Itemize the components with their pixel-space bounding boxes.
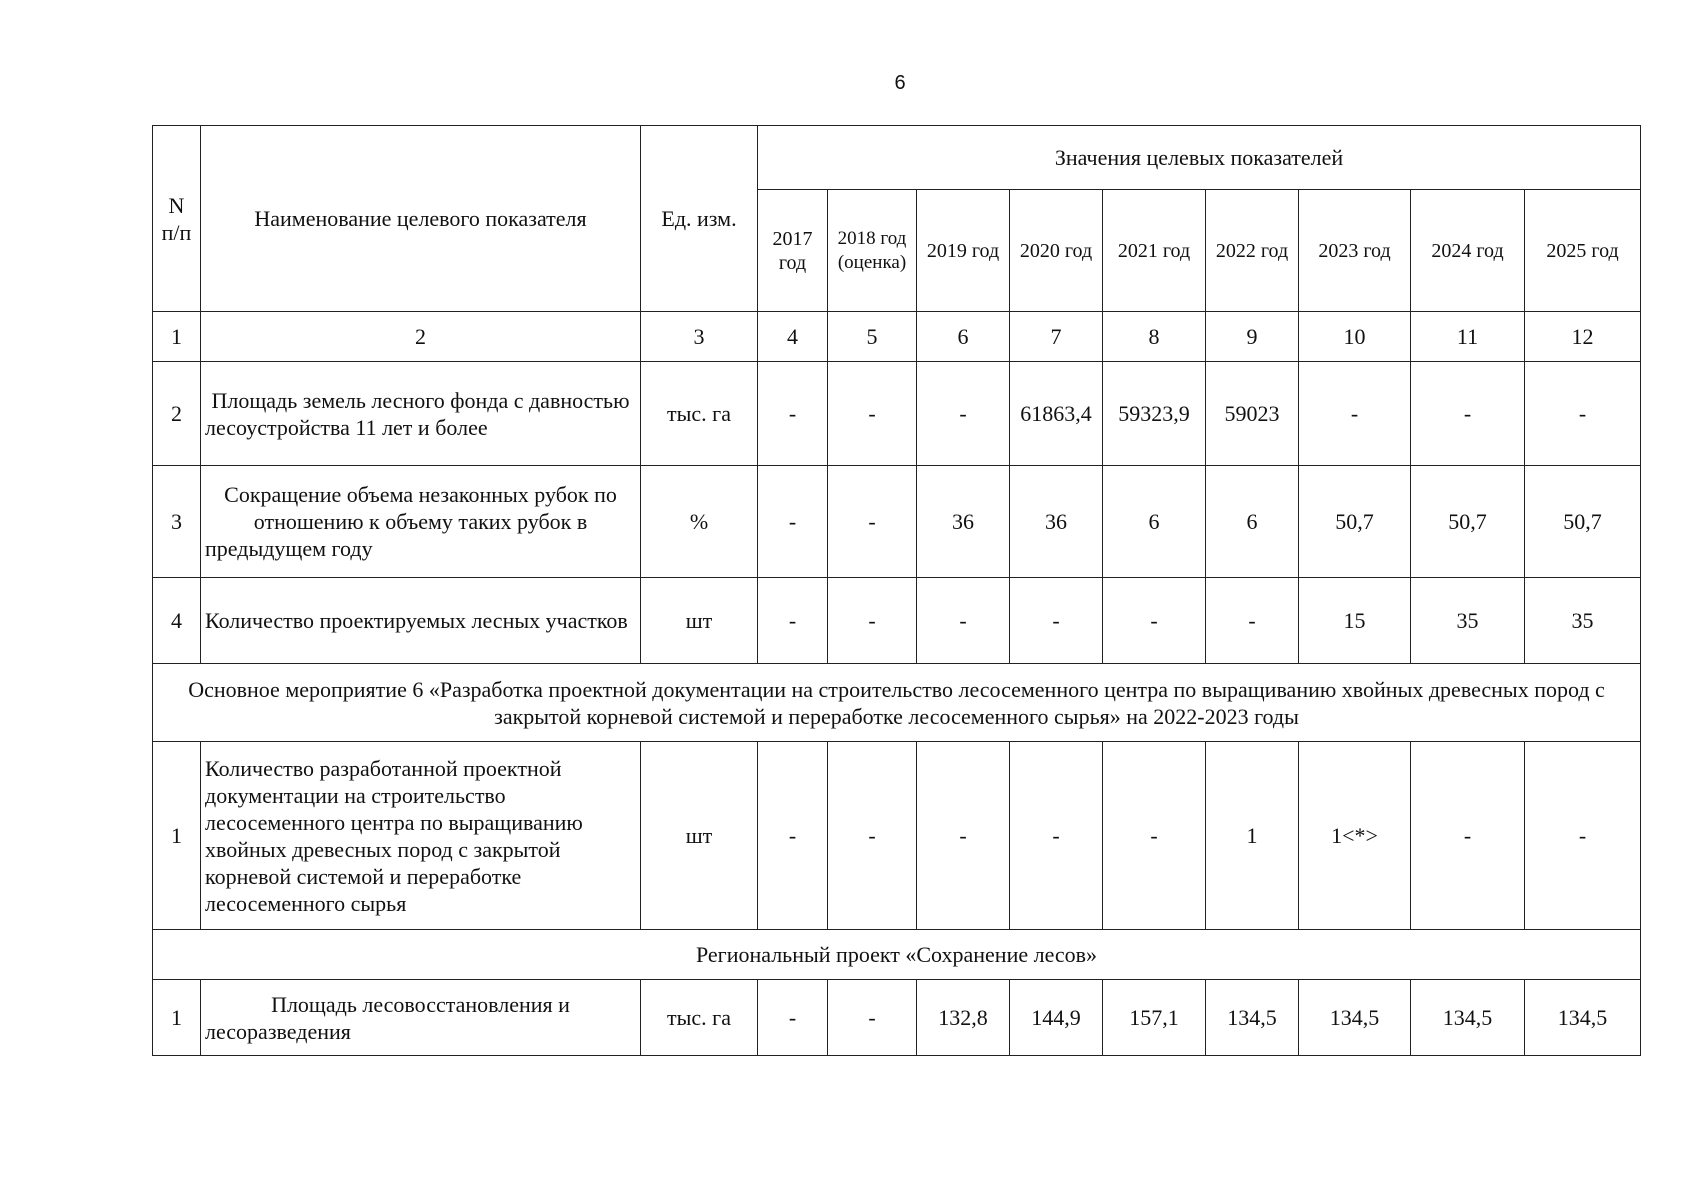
table-row bbox=[153, 362, 1641, 466]
section-title-main-activity-6: Основное мероприятие 6 «Разработка проектной документации на строительство лесосеменного центра по выращиванию хвойных древесных пород с закрытой корневой системой и переработке лесосеменного сырья» на 2022-2023 годы bbox=[153, 664, 1641, 742]
page-number: 6 bbox=[894, 72, 906, 94]
target-indicators-table bbox=[152, 125, 1641, 1056]
column-number: 9 bbox=[1206, 312, 1299, 362]
value-cell: - bbox=[917, 742, 1010, 930]
value-cell: - bbox=[758, 466, 828, 578]
value-cell: 35 bbox=[1411, 578, 1525, 664]
row-number: 2 bbox=[153, 362, 201, 466]
column-number: 2 bbox=[201, 312, 641, 362]
value-cell: - bbox=[1525, 742, 1641, 930]
table-row bbox=[153, 742, 1641, 930]
value-cell: 35 bbox=[1525, 578, 1641, 664]
value-cell: - bbox=[758, 980, 828, 1056]
column-number: 12 bbox=[1525, 312, 1641, 362]
table-row bbox=[153, 466, 1641, 578]
value-cell: - bbox=[917, 362, 1010, 466]
value-cell: - bbox=[828, 578, 917, 664]
value-cell: - bbox=[1299, 362, 1411, 466]
indicator-name: Количество разработанной проектной документации на строительство лесосеменного центра по выращиванию хвойных древесных пород с закрытой корневой системой и переработке лесосеменного сырья bbox=[201, 742, 641, 930]
column-number: 6 bbox=[917, 312, 1010, 362]
indicator-name: Сокращение объема незаконных рубок по отношению к объему таких рубок в предыдущем году bbox=[201, 466, 641, 578]
value-cell: - bbox=[1010, 742, 1103, 930]
value-cell: - bbox=[828, 362, 917, 466]
row-number: 3 bbox=[153, 466, 201, 578]
table-row bbox=[153, 980, 1641, 1056]
header-col-name: Наименование целевого показателя bbox=[201, 126, 641, 312]
value-cell: 6 bbox=[1206, 466, 1299, 578]
header-year: 2020 год bbox=[1010, 190, 1103, 312]
indicator-name: Количество проектируемых лесных участков bbox=[201, 578, 641, 664]
value-cell: - bbox=[1010, 578, 1103, 664]
value-cell: 1 bbox=[1206, 742, 1299, 930]
column-number: 1 bbox=[153, 312, 201, 362]
value-cell: - bbox=[1411, 742, 1525, 930]
column-number: 8 bbox=[1103, 312, 1206, 362]
row-number: 1 bbox=[153, 742, 201, 930]
header-col-n: N п/п bbox=[153, 126, 201, 312]
value-cell: 61863,4 bbox=[1010, 362, 1103, 466]
value-cell: 59023 bbox=[1206, 362, 1299, 466]
header-col-values: Значения целевых показателей bbox=[758, 126, 1641, 190]
value-cell: - bbox=[1525, 362, 1641, 466]
table-row bbox=[153, 578, 1641, 664]
indicator-name: Площадь лесовосстановления и лесоразведения bbox=[201, 980, 641, 1056]
header-year: 2022 год bbox=[1206, 190, 1299, 312]
value-cell: - bbox=[828, 466, 917, 578]
value-cell: 50,7 bbox=[1299, 466, 1411, 578]
value-cell: - bbox=[1206, 578, 1299, 664]
row-number: 4 bbox=[153, 578, 201, 664]
header-year: 2021 год bbox=[1103, 190, 1206, 312]
indicator-unit: тыс. га bbox=[641, 980, 758, 1056]
value-cell: - bbox=[1411, 362, 1525, 466]
value-cell: 36 bbox=[917, 466, 1010, 578]
indicator-unit: шт bbox=[641, 742, 758, 930]
value-cell: - bbox=[828, 980, 917, 1056]
indicator-unit: % bbox=[641, 466, 758, 578]
header-year: 2017 год bbox=[758, 190, 828, 312]
value-cell: 144,9 bbox=[1010, 980, 1103, 1056]
value-cell: 134,5 bbox=[1299, 980, 1411, 1056]
header-year: 2018 год (оценка) bbox=[828, 190, 917, 312]
column-number: 5 bbox=[828, 312, 917, 362]
value-cell: 134,5 bbox=[1525, 980, 1641, 1056]
header-col-unit: Ед. изм. bbox=[641, 126, 758, 312]
column-number: 10 bbox=[1299, 312, 1411, 362]
value-cell: - bbox=[758, 362, 828, 466]
value-cell: 134,5 bbox=[1206, 980, 1299, 1056]
column-number: 3 bbox=[641, 312, 758, 362]
value-cell: 6 bbox=[1103, 466, 1206, 578]
header-year: 2019 год bbox=[917, 190, 1010, 312]
indicator-name: Площадь земель лесного фонда с давностью лесоустройства 11 лет и более bbox=[201, 362, 641, 466]
column-number: 11 bbox=[1411, 312, 1525, 362]
value-cell: 15 bbox=[1299, 578, 1411, 664]
section-row bbox=[153, 930, 1641, 980]
column-number: 4 bbox=[758, 312, 828, 362]
indicator-unit: шт bbox=[641, 578, 758, 664]
value-cell: - bbox=[917, 578, 1010, 664]
value-cell: 134,5 bbox=[1411, 980, 1525, 1056]
value-cell: - bbox=[1103, 742, 1206, 930]
value-cell: 59323,9 bbox=[1103, 362, 1206, 466]
value-cell: 36 bbox=[1010, 466, 1103, 578]
header-year: 2025 год bbox=[1525, 190, 1641, 312]
value-cell: 1<*> bbox=[1299, 742, 1411, 930]
header-row bbox=[153, 126, 1641, 190]
value-cell: 157,1 bbox=[1103, 980, 1206, 1056]
value-cell: - bbox=[1103, 578, 1206, 664]
value-cell: 50,7 bbox=[1411, 466, 1525, 578]
section-row bbox=[153, 664, 1641, 742]
column-number: 7 bbox=[1010, 312, 1103, 362]
value-cell: - bbox=[758, 578, 828, 664]
section-title-regional-project: Региональный проект «Сохранение лесов» bbox=[153, 930, 1641, 980]
header-year: 2024 год bbox=[1411, 190, 1525, 312]
value-cell: - bbox=[828, 742, 917, 930]
value-cell: 132,8 bbox=[917, 980, 1010, 1056]
value-cell: - bbox=[758, 742, 828, 930]
value-cell: 50,7 bbox=[1525, 466, 1641, 578]
column-numbers-row bbox=[153, 312, 1641, 362]
row-number: 1 bbox=[153, 980, 201, 1056]
indicator-unit: тыс. га bbox=[641, 362, 758, 466]
header-year: 2023 год bbox=[1299, 190, 1411, 312]
